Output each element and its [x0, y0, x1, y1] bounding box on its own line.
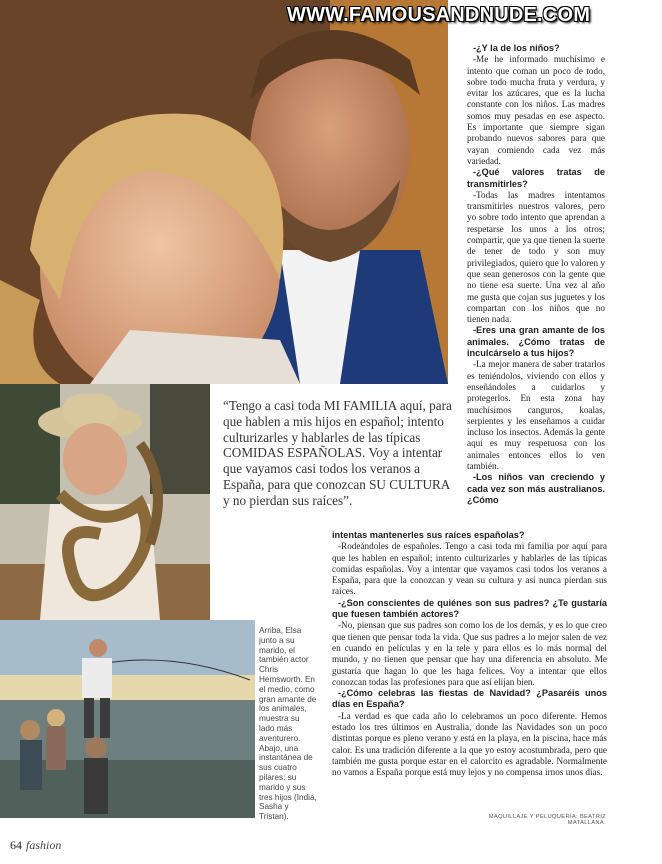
photo-beach-art	[0, 620, 255, 818]
question: -¿Qué valores tratas de transmitirles?	[467, 167, 605, 189]
page-folio	[10, 838, 61, 853]
magazine-name: fashion	[26, 838, 62, 852]
photo-couple-art	[0, 0, 448, 384]
photo-snake-art	[0, 384, 210, 620]
answer: -La verdad es que cada año lo celebramos un poco diferente. Hemos estado los tres últimos en Australia, donde las Navidades son un poco distintas porque es pleno verano y está en la playa, en la piscina, hace más calor. Es una tradición diferente a la que yo estoy acostumbrada, pero que también me gusta porque estar en el calorcito es agradable. Normalmente no vamos a España porque está muy lejos y no compensa irnos unos días.	[332, 710, 607, 778]
answer: -Rodeándoles de españoles. Tengo a casi toda mi familia por aquí para que les hablen en español; intento culturizarles y hablarles de las típicas comidas españolas. Voy a intentar que vayamos casi todos los veranos a España, para que la conozcan y vean su cultura y así nunca pierdan sus raíces.	[332, 541, 607, 597]
answer: -Me he informado muchísimo e intento que coman un poco de todo, sobre todo mucha fruta y verdura, y evitar los azúcares, que es la lucha constante con los niños. Las madres somos muy pesadas en ese aspecto. Es importante que siempre sigan probando nuevos sabores para que vayan comiendo cada vez más variedad.	[467, 54, 605, 166]
watermark: WWW.FAMOUSANDNUDE.COM	[287, 4, 591, 26]
answer: -Todas las madres intentamos transmitirles nuestros valores, pero yo sobre todo intento que aprendan a respetarse los unos a los otros; compartir, que ya que tienen la suerte de tener de todo y son muy privilegiados, quiero que lo valoren y que sean generosos con la gente que no tiene esa suerte. Una vez al año me gusta que cojan sus juguetes y los compartan con los niños que no tienen nada.	[467, 189, 605, 325]
question: -¿Y la de los niños?	[473, 43, 560, 53]
pull-quote: “Tengo a casi toda MI FAMILIA aquí, para que hablen a mis hijos en español; intento culturizarles y hablarles de las típicas COMIDAS ESPAÑOLAS. Voy a intentar que vayamos casi todos los veranos a España, para que conozcan SU CULTURA y no pierdan sus raíces”.	[223, 398, 452, 508]
question: -Los niños van creciendo y cada vez son más australianos. ¿Cómo	[467, 472, 605, 505]
question: -Eres una gran amante de los animales. ¿Cómo tratas de inculcárselo a tus hijos?	[467, 325, 605, 359]
question: -¿Cómo celebras las fiestas de Navidad? ¿Pasaréis unos días en España?	[332, 688, 607, 710]
article-wide-block	[332, 530, 607, 779]
photo-beach-family	[0, 620, 255, 818]
photo-couple	[0, 0, 448, 384]
question: intentas mantenerles sus raíces españolas?	[332, 530, 525, 540]
photo-snake	[0, 384, 210, 620]
page-number: 64	[10, 838, 22, 852]
answer: -La mejor manera de saber tratarlos es teniéndolos, viviendo con ellos y enseñándoles a cuidarlos y protegerlos. En esta zona hay muchísimos canguros, koalas, serpientes y les enseñamos a cuidar incluso los insectos. Además la gente aquí es muy respetuosa con los animales entonces ellos lo ven también.	[467, 359, 605, 471]
makeup-credit: MAQUILLAJE Y PELUQUERÍA: BEATRIZ MATALLANA.	[488, 814, 606, 826]
question: -¿Son conscientes de quiénes son sus padres? ¿Te gustaría que fuesen también actores?	[332, 597, 607, 620]
photo-caption: Arriba, Elsa junto a su marido, el también actor Chris Hemsworth. En el medio, como gran amante de los animales, muestra su lado más aventurero. Abajo, una instantánea de sus cuatro pilares: su marido y sus tres hijos (India, Sasha y Tristan).	[259, 626, 317, 822]
answer: -No, piensan que sus padres son como los de los demás, y es lo que creo que tienen que pensar toda la vida. Que sus padres a lo mejor salen de vez en cuando en películas y en la tele y para ellos es lo más normal del mundo, y no tienen que pensar que hay una diferencia en absoluto. Me gustaría que hagan lo que les haga felices. Voy a intentar que ellos conozcan todas las profesiones para que así elijan bien.	[332, 620, 607, 687]
article-column	[467, 43, 605, 506]
